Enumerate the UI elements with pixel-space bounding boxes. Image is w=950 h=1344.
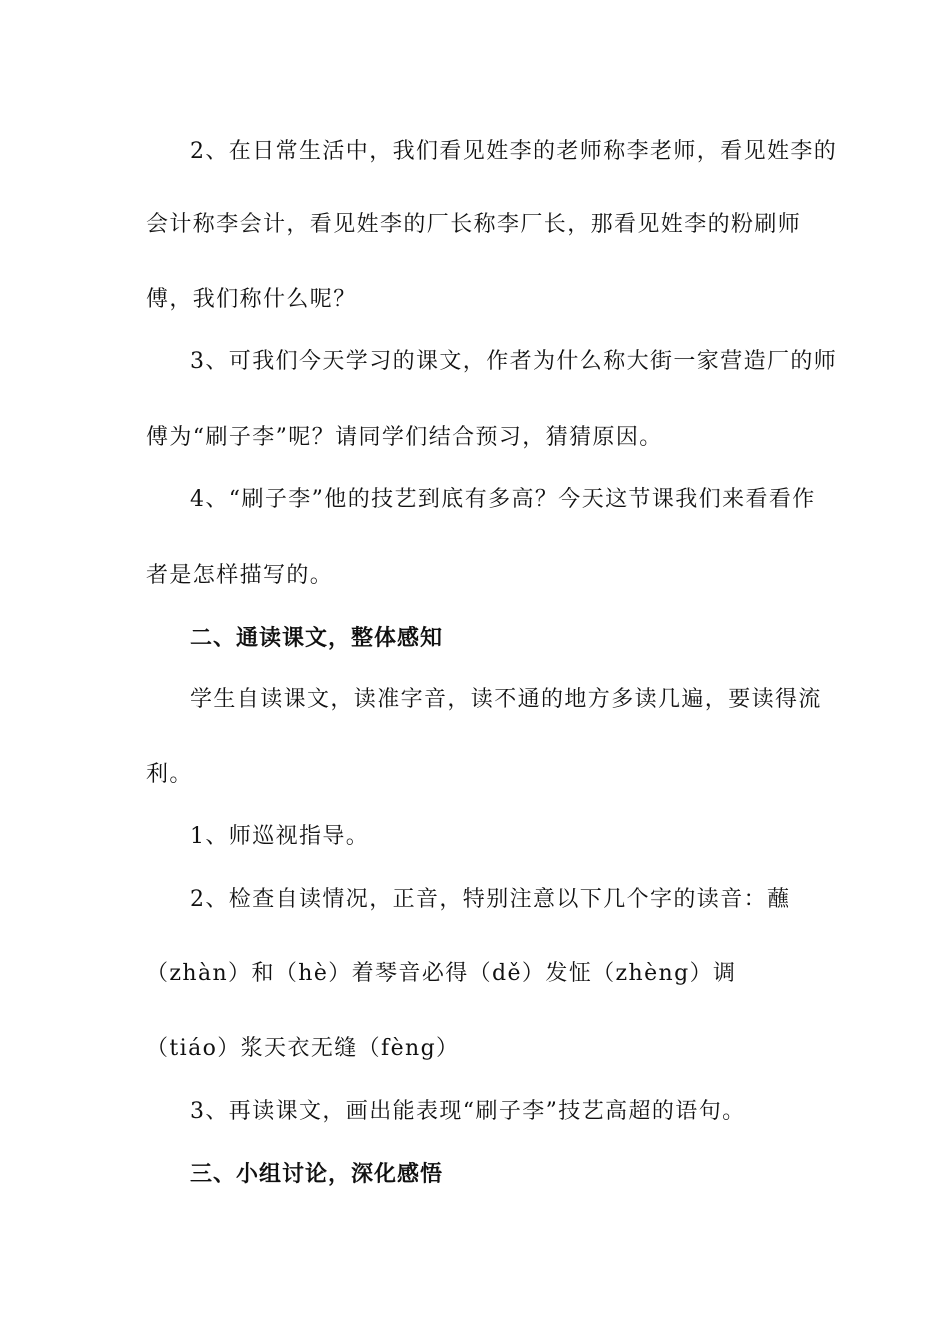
paragraph-2-line-1: 2、在日常生活中，我们看见姓李的老师称李老师，看见姓李的 <box>190 139 838 164</box>
item-2-line-3: （tiáo）浆天衣无缝（fèng） <box>146 1036 460 1061</box>
item-2-line-2: （zhàn）和（hè）着琴音必得（dě）发怔（zhèng）调 <box>146 961 737 986</box>
paragraph-read-line-1: 学生自读课文，读准字音，读不通的地方多读几遍，要读得流 <box>190 687 822 712</box>
paragraph-3-line-1: 3、可我们今天学习的课文，作者为什么称大街一家营造厂的师 <box>190 349 838 374</box>
paragraph-4-line-2: 者是怎样描写的。 <box>146 563 334 588</box>
item-1: 1、师巡视指导。 <box>190 824 370 849</box>
item-3: 3、再读课文，画出能表现“刷子李”技艺高超的语句。 <box>190 1099 746 1124</box>
section-heading-2: 二、通读课文，整体感知 <box>190 625 444 651</box>
paragraph-2-line-2: 会计称李会计，看见姓李的厂长称李厂长，那看见姓李的粉刷师 <box>146 212 802 237</box>
item-2-line-1: 2、检查自读情况，正音，特别注意以下几个字的读音：蘸 <box>190 887 791 912</box>
paragraph-2-line-3: 傅，我们称什么呢？ <box>146 287 357 312</box>
paragraph-4-line-1: 4、“刷子李”他的技艺到底有多高？今天这节课我们来看看作 <box>190 487 816 512</box>
paragraph-3-line-2: 傅为“刷子李”呢？请同学们结合预习，猜猜原因。 <box>146 425 663 450</box>
paragraph-read-line-2: 利。 <box>146 762 193 787</box>
section-heading-3: 三、小组讨论，深化感悟 <box>190 1161 444 1187</box>
